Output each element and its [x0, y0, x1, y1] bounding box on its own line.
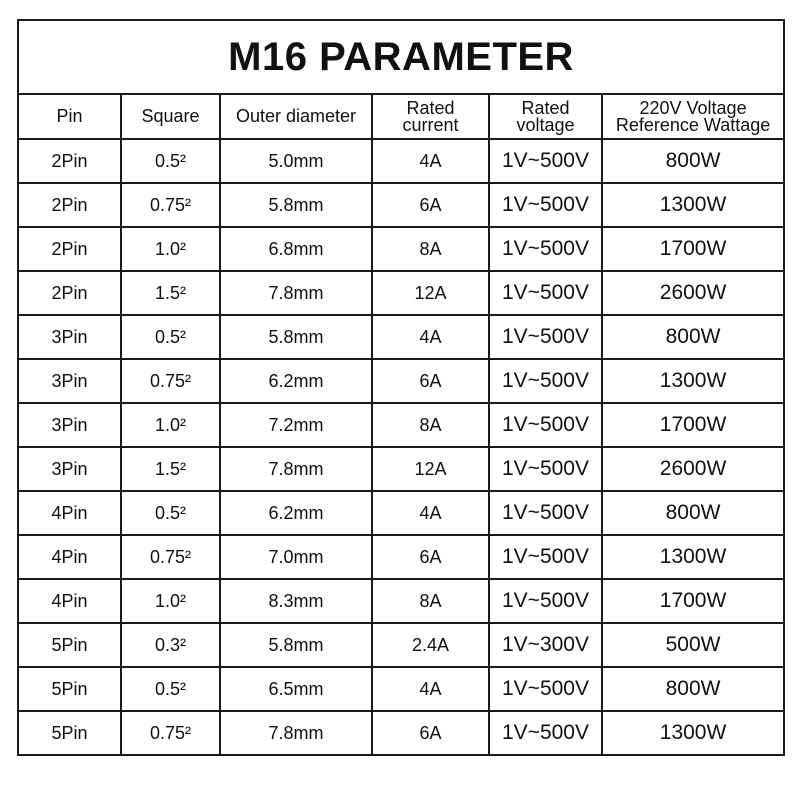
- rated-current-cell: 6A: [372, 183, 489, 227]
- outer-diameter-cell: 5.0mm: [220, 139, 372, 183]
- outer-diameter-cell: 6.5mm: [220, 667, 372, 711]
- square-cell: 0.3²: [121, 623, 220, 667]
- header-rated-current: [372, 94, 489, 139]
- rated-voltage-cell: 1V~500V: [489, 359, 602, 403]
- header-rated-current-line2: current: [402, 114, 459, 135]
- header-wattage-line2: Reference Wattage: [615, 114, 771, 135]
- outer-diameter-cell: 5.8mm: [220, 315, 372, 359]
- square-cell: 1.5²: [121, 271, 220, 315]
- outer-diameter-cell: 6.8mm: [220, 227, 372, 271]
- header-rated-voltage: [489, 94, 602, 139]
- header-outer-diameter: Outer diameter: [220, 94, 372, 139]
- pin-cell: 3Pin: [18, 359, 121, 403]
- rated-voltage-cell: 1V~500V: [489, 491, 602, 535]
- pin-cell: 4Pin: [18, 491, 121, 535]
- header-square: Square: [121, 94, 220, 139]
- wattage-cell: 1300W: [602, 359, 784, 403]
- table-row: [18, 535, 784, 579]
- pin-cell: 3Pin: [18, 403, 121, 447]
- square-cell: 0.75²: [121, 359, 220, 403]
- rated-voltage-cell: 1V~500V: [489, 227, 602, 271]
- table-row: [18, 183, 784, 227]
- square-cell: 1.0²: [121, 403, 220, 447]
- outer-diameter-cell: 6.2mm: [220, 491, 372, 535]
- rated-voltage-cell: 1V~500V: [489, 711, 602, 755]
- parameter-table: [17, 19, 785, 756]
- table-row: [18, 447, 784, 491]
- square-cell: 0.75²: [121, 535, 220, 579]
- wattage-cell: 800W: [602, 139, 784, 183]
- outer-diameter-cell: 5.8mm: [220, 623, 372, 667]
- outer-diameter-cell: 6.2mm: [220, 359, 372, 403]
- square-cell: 1.0²: [121, 227, 220, 271]
- rated-voltage-cell: 1V~500V: [489, 139, 602, 183]
- rated-voltage-cell: 1V~300V: [489, 623, 602, 667]
- table-row: [18, 491, 784, 535]
- square-cell: 0.5²: [121, 315, 220, 359]
- pin-cell: 2Pin: [18, 139, 121, 183]
- pin-cell: 2Pin: [18, 227, 121, 271]
- rated-voltage-cell: 1V~500V: [489, 535, 602, 579]
- table-row: [18, 667, 784, 711]
- header-rated-voltage-line1: Rated: [521, 97, 570, 118]
- outer-diameter-cell: 5.8mm: [220, 183, 372, 227]
- pin-cell: 4Pin: [18, 535, 121, 579]
- square-cell: 0.5²: [121, 139, 220, 183]
- pin-cell: 2Pin: [18, 271, 121, 315]
- square-cell: 0.75²: [121, 711, 220, 755]
- wattage-cell: 500W: [602, 623, 784, 667]
- rated-current-cell: 8A: [372, 403, 489, 447]
- wattage-cell: 1300W: [602, 183, 784, 227]
- parameter-sheet: [17, 19, 783, 782]
- header-rated-voltage-line2: voltage: [516, 114, 575, 135]
- square-cell: 0.75²: [121, 183, 220, 227]
- wattage-cell: 800W: [602, 667, 784, 711]
- pin-cell: 3Pin: [18, 447, 121, 491]
- rated-current-cell: 8A: [372, 579, 489, 623]
- wattage-cell: 2600W: [602, 447, 784, 491]
- pin-cell: 3Pin: [18, 315, 121, 359]
- table-row: [18, 359, 784, 403]
- table-title: M16 PARAMETER: [18, 20, 784, 94]
- rated-current-cell: 4A: [372, 315, 489, 359]
- rated-voltage-cell: 1V~500V: [489, 315, 602, 359]
- wattage-cell: 2600W: [602, 271, 784, 315]
- table-row: [18, 623, 784, 667]
- table-row: [18, 315, 784, 359]
- table-row: [18, 711, 784, 755]
- header-rated-current-line1: Rated: [406, 97, 455, 118]
- rated-voltage-cell: 1V~500V: [489, 271, 602, 315]
- square-cell: 1.5²: [121, 447, 220, 491]
- square-cell: 0.5²: [121, 491, 220, 535]
- rated-current-cell: 8A: [372, 227, 489, 271]
- table-row: [18, 579, 784, 623]
- pin-cell: 5Pin: [18, 667, 121, 711]
- rated-current-cell: 12A: [372, 271, 489, 315]
- outer-diameter-cell: 7.2mm: [220, 403, 372, 447]
- outer-diameter-cell: 7.8mm: [220, 447, 372, 491]
- rated-current-cell: 6A: [372, 359, 489, 403]
- wattage-cell: 800W: [602, 315, 784, 359]
- wattage-cell: 1700W: [602, 227, 784, 271]
- wattage-cell: 1300W: [602, 535, 784, 579]
- rated-current-cell: 4A: [372, 139, 489, 183]
- rated-current-cell: 6A: [372, 535, 489, 579]
- rated-current-cell: 12A: [372, 447, 489, 491]
- outer-diameter-cell: 7.0mm: [220, 535, 372, 579]
- header-wattage-line1: 220V Voltage: [639, 97, 747, 118]
- table-body: [18, 139, 784, 755]
- wattage-cell: 1700W: [602, 579, 784, 623]
- rated-voltage-cell: 1V~500V: [489, 447, 602, 491]
- square-cell: 1.0²: [121, 579, 220, 623]
- pin-cell: 2Pin: [18, 183, 121, 227]
- rated-current-cell: 4A: [372, 491, 489, 535]
- pin-cell: 5Pin: [18, 623, 121, 667]
- table-row: [18, 403, 784, 447]
- rated-current-cell: 6A: [372, 711, 489, 755]
- table-row: [18, 227, 784, 271]
- outer-diameter-cell: 8.3mm: [220, 579, 372, 623]
- rated-voltage-cell: 1V~500V: [489, 403, 602, 447]
- wattage-cell: 1300W: [602, 711, 784, 755]
- outer-diameter-cell: 7.8mm: [220, 711, 372, 755]
- table-row: [18, 139, 784, 183]
- rated-current-cell: 4A: [372, 667, 489, 711]
- wattage-cell: 1700W: [602, 403, 784, 447]
- header-pin: Pin: [18, 94, 121, 139]
- pin-cell: 4Pin: [18, 579, 121, 623]
- square-cell: 0.5²: [121, 667, 220, 711]
- rated-voltage-cell: 1V~500V: [489, 579, 602, 623]
- header-wattage: [602, 94, 784, 139]
- rated-voltage-cell: 1V~500V: [489, 183, 602, 227]
- rated-current-cell: 2.4A: [372, 623, 489, 667]
- table-row: [18, 271, 784, 315]
- pin-cell: 5Pin: [18, 711, 121, 755]
- wattage-cell: 800W: [602, 491, 784, 535]
- rated-voltage-cell: 1V~500V: [489, 667, 602, 711]
- outer-diameter-cell: 7.8mm: [220, 271, 372, 315]
- header-row: [18, 94, 784, 139]
